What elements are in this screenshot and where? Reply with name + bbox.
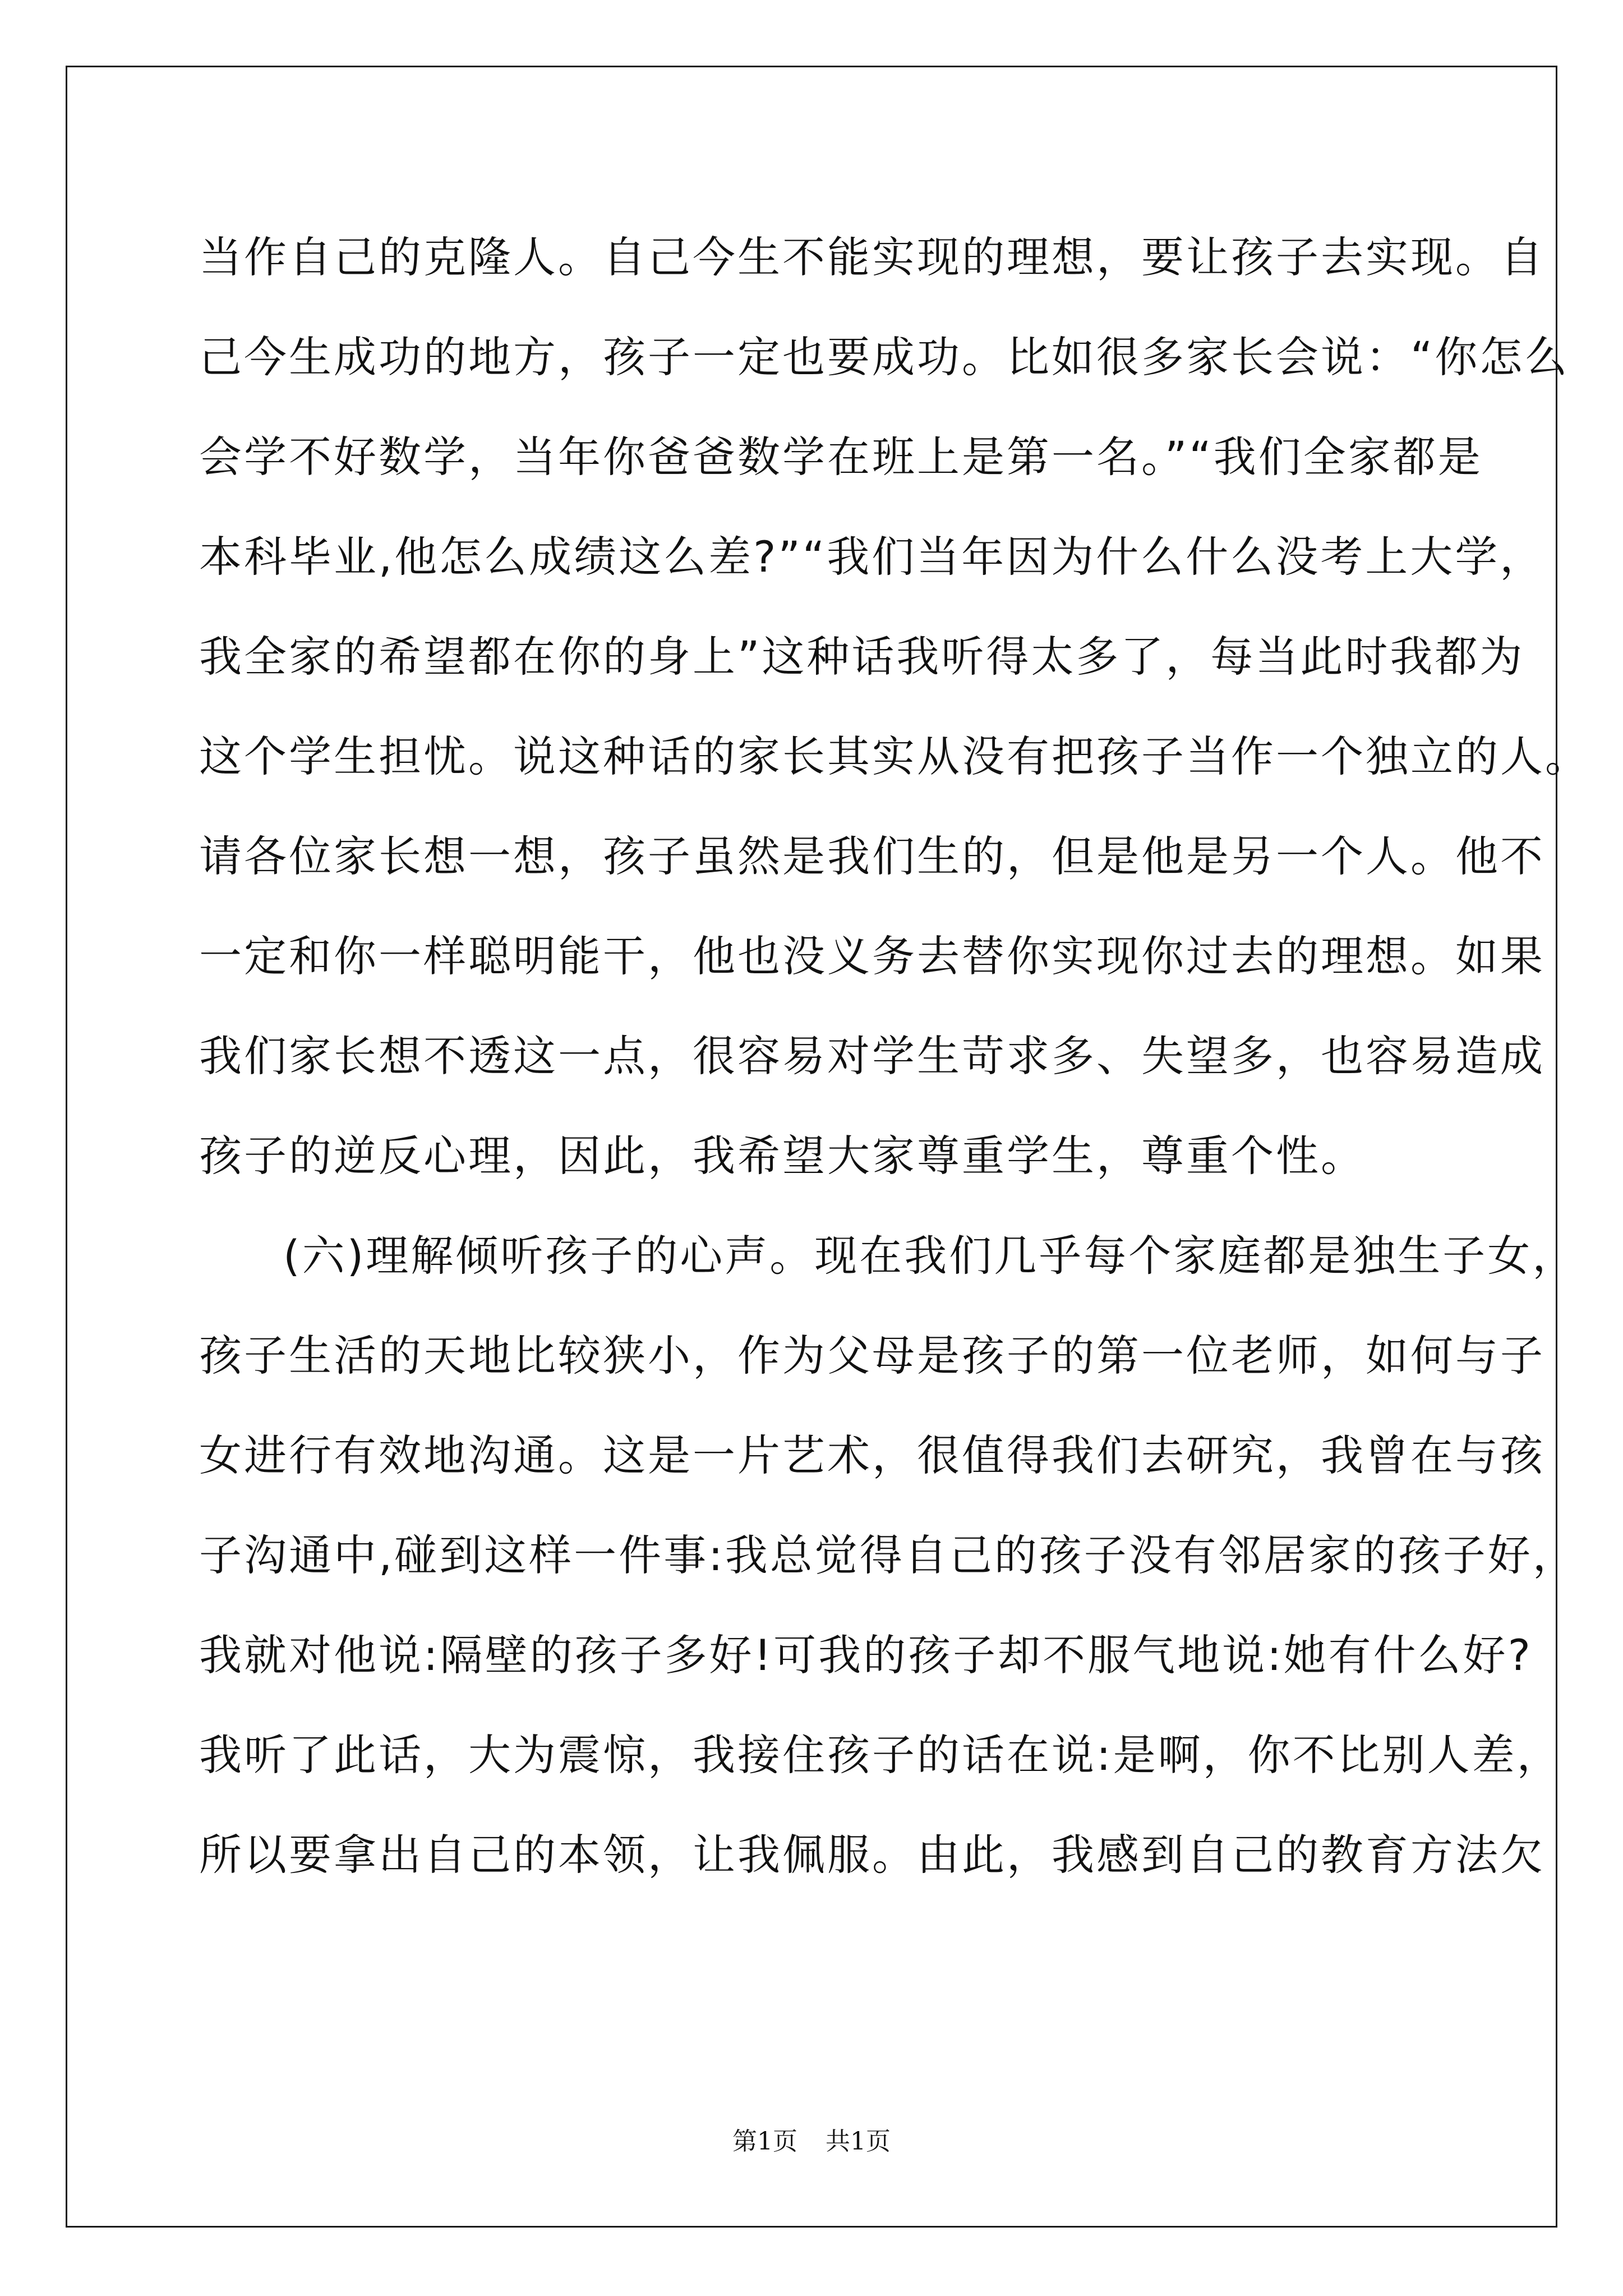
- text-line: 一定和你一样聪明能干，他也没义务去替你实现你过去的理想。如果: [199, 931, 1545, 981]
- page-number-current: 第1页: [732, 2127, 797, 2156]
- text-line: 己今生成功的地方，孩子一定也要成功。比如很多家长会说：“你怎么: [199, 332, 1570, 382]
- text-line: 孩子生活的天地比较狭小，作为父母是孩子的第一位老师，如何与子: [199, 1331, 1545, 1381]
- text-line: 所以要拿出自己的本领，让我佩服。由此，我感到自己的教育方法欠: [199, 1830, 1545, 1880]
- text-line: 会学不好数学，当年你爸爸数学在班上是第一名。”“我们全家都是: [199, 432, 1483, 482]
- text-line: 本科毕业,他怎么成绩这么差?”“我们当年因为什么什么没考上大学，: [199, 532, 1545, 582]
- paragraph-start-line: (六)理解倾听孩子的心声。现在我们几乎每个家庭都是独生子女，: [283, 1231, 1578, 1281]
- text-line: 孩子的逆反心理，因此，我希望大家尊重学生，尊重个性。: [199, 1131, 1366, 1181]
- document-body: [199, 208, 1590, 1905]
- text-line: 这个学生担忧。说这种话的家长其实从没有把孩子当作一个独立的人。: [199, 731, 1590, 781]
- text-line: 我们家长想不透这一点，很容易对学生苛求多、失望多，也容易造成: [199, 1031, 1545, 1081]
- text-line: 当作自己的克隆人。自己今生不能实现的理想，要让孩子去实现。自: [199, 232, 1545, 282]
- page-footer: [0, 2125, 1623, 2159]
- text-line: 女进行有效地沟通。这是一片艺术，很值得我们去研究，我曾在与孩: [199, 1430, 1545, 1480]
- text-line: 我全家的希望都在你的身上”这种话我听得太多了，每当此时我都为: [199, 632, 1525, 682]
- text-line: 请各位家长想一想，孩子虽然是我们生的，但是他是另一个人。他不: [199, 831, 1545, 881]
- page-number-total: 共1页: [826, 2127, 891, 2156]
- text-line: 我就对他说:隔壁的孩子多好!可我的孩子却不服气地说:她有什么好?: [199, 1630, 1533, 1680]
- text-line: 我听了此话，大为震惊，我接住孩子的话在说:是啊，你不比别人差，: [199, 1730, 1562, 1780]
- text-line: 子沟通中,碰到这样一件事:我总觉得自己的孩子没有邻居家的孩子好，: [199, 1530, 1578, 1580]
